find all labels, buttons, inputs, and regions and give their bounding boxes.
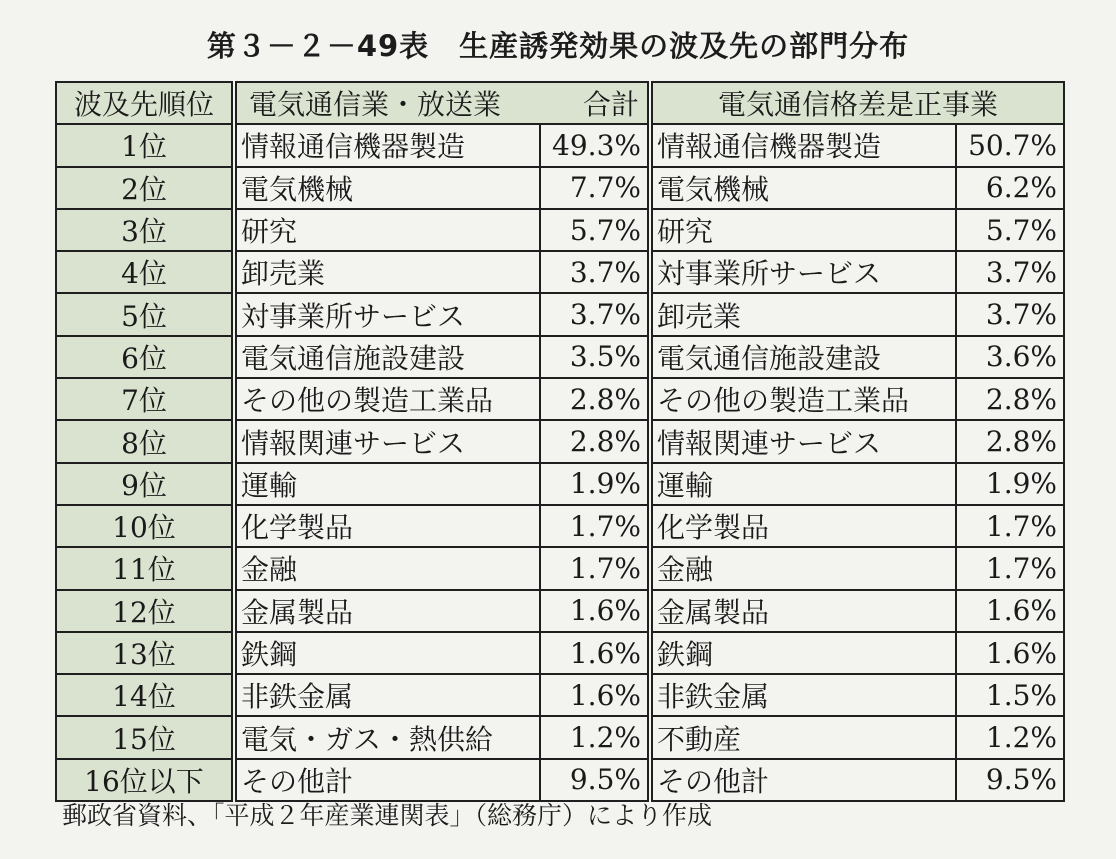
- right-sector-name: 金融: [650, 547, 956, 589]
- right-share-value: 9.5%: [956, 759, 1064, 801]
- left-share-value: 5.7%: [540, 209, 650, 251]
- right-sector-name: 研究: [650, 209, 956, 251]
- rank-cell: 1位: [56, 124, 234, 166]
- left-share-value: 9.5%: [540, 759, 650, 801]
- table-row: [56, 167, 1064, 209]
- right-sector-name: その他の製造工業品: [650, 378, 956, 420]
- left-sector-name: 情報関連サービス: [234, 420, 540, 462]
- rank-cell: 13位: [56, 632, 234, 674]
- table-row: [56, 209, 1064, 251]
- table-row: [56, 251, 1064, 293]
- left-sector-name: 電気機械: [234, 167, 540, 209]
- right-sector-name: 金属製品: [650, 590, 956, 632]
- left-share-value: 1.6%: [540, 590, 650, 632]
- left-sector-name: その他計: [234, 759, 540, 801]
- header-left-name: 電気通信業・放送業: [234, 82, 540, 124]
- right-share-value: 1.7%: [956, 505, 1064, 547]
- rank-cell: 11位: [56, 547, 234, 589]
- left-sector-name: 情報通信機器製造: [234, 124, 540, 166]
- header-rank: 波及先順位: [56, 82, 234, 124]
- table-row: [56, 759, 1064, 801]
- right-share-value: 5.7%: [956, 209, 1064, 251]
- rank-cell: 10位: [56, 505, 234, 547]
- right-sector-name: 卸売業: [650, 293, 956, 335]
- source-note: 郵政省資料、「平成２年産業連関表」（総務庁）により作成: [62, 801, 713, 830]
- rank-cell: 5位: [56, 293, 234, 335]
- table-row: [56, 378, 1064, 420]
- rank-cell: 2位: [56, 167, 234, 209]
- right-share-value: 1.6%: [956, 590, 1064, 632]
- left-sector-name: 化学製品: [234, 505, 540, 547]
- table-row: [56, 590, 1064, 632]
- left-sector-name: 非鉄金属: [234, 674, 540, 716]
- header-row: [56, 82, 1064, 124]
- rank-cell: 14位: [56, 674, 234, 716]
- left-share-value: 1.6%: [540, 632, 650, 674]
- table-title: 第３－２－49表 生産誘発効果の波及先の部門分布: [206, 29, 910, 63]
- left-share-value: 1.2%: [540, 716, 650, 758]
- right-share-value: 50.7%: [956, 124, 1064, 166]
- rank-cell: 15位: [56, 716, 234, 758]
- left-share-value: 1.6%: [540, 674, 650, 716]
- left-share-value: 49.3%: [540, 124, 650, 166]
- wave-effect-table: [55, 81, 1065, 802]
- right-share-value: 1.5%: [956, 674, 1064, 716]
- right-share-value: 1.7%: [956, 547, 1064, 589]
- table-row: [56, 505, 1064, 547]
- left-sector-name: 対事業所サービス: [234, 293, 540, 335]
- left-sector-name: その他の製造工業品: [234, 378, 540, 420]
- left-sector-name: 金属製品: [234, 590, 540, 632]
- rank-cell: 12位: [56, 590, 234, 632]
- left-share-value: 2.8%: [540, 420, 650, 462]
- rank-cell: 4位: [56, 251, 234, 293]
- left-sector-name: 研究: [234, 209, 540, 251]
- right-share-value: 1.9%: [956, 463, 1064, 505]
- right-share-value: 1.2%: [956, 716, 1064, 758]
- left-share-value: 3.7%: [540, 251, 650, 293]
- left-share-value: 2.8%: [540, 378, 650, 420]
- right-sector-name: 鉄鋼: [650, 632, 956, 674]
- right-share-value: 1.6%: [956, 632, 1064, 674]
- left-sector-name: 電気通信施設建設: [234, 336, 540, 378]
- table-row: [56, 632, 1064, 674]
- table-row: [56, 547, 1064, 589]
- left-share-value: 1.7%: [540, 547, 650, 589]
- table-row: [56, 463, 1064, 505]
- left-sector-name: 運輸: [234, 463, 540, 505]
- left-sector-name: 卸売業: [234, 251, 540, 293]
- right-sector-name: 情報関連サービス: [650, 420, 956, 462]
- table-row: [56, 124, 1064, 166]
- table-row: [56, 336, 1064, 378]
- table-row: [56, 420, 1064, 462]
- right-share-value: 2.8%: [956, 420, 1064, 462]
- table-row: [56, 716, 1064, 758]
- table-row: [56, 293, 1064, 335]
- header-left-total: 合計: [540, 82, 650, 124]
- right-share-value: 3.6%: [956, 336, 1064, 378]
- right-sector-name: 化学製品: [650, 505, 956, 547]
- header-right: 電気通信格差是正事業: [650, 82, 1064, 124]
- left-share-value: 3.5%: [540, 336, 650, 378]
- rank-cell: 7位: [56, 378, 234, 420]
- left-share-value: 7.7%: [540, 167, 650, 209]
- table-body: [56, 124, 1064, 801]
- right-sector-name: 情報通信機器製造: [650, 124, 956, 166]
- rank-cell: 16位以下: [56, 759, 234, 801]
- rank-cell: 8位: [56, 420, 234, 462]
- right-sector-name: 対事業所サービス: [650, 251, 956, 293]
- left-sector-name: 電気・ガス・熱供給: [234, 716, 540, 758]
- right-share-value: 3.7%: [956, 251, 1064, 293]
- left-sector-name: 金融: [234, 547, 540, 589]
- right-sector-name: 非鉄金属: [650, 674, 956, 716]
- right-sector-name: 運輸: [650, 463, 956, 505]
- right-sector-name: 電気機械: [650, 167, 956, 209]
- right-sector-name: その他計: [650, 759, 956, 801]
- left-share-value: 1.9%: [540, 463, 650, 505]
- left-share-value: 1.7%: [540, 505, 650, 547]
- rank-cell: 3位: [56, 209, 234, 251]
- right-share-value: 2.8%: [956, 378, 1064, 420]
- rank-cell: 6位: [56, 336, 234, 378]
- left-share-value: 3.7%: [540, 293, 650, 335]
- right-sector-name: 不動産: [650, 716, 956, 758]
- table-row: [56, 674, 1064, 716]
- rank-cell: 9位: [56, 463, 234, 505]
- right-share-value: 3.7%: [956, 293, 1064, 335]
- right-share-value: 6.2%: [956, 167, 1064, 209]
- left-sector-name: 鉄鋼: [234, 632, 540, 674]
- right-sector-name: 電気通信施設建設: [650, 336, 956, 378]
